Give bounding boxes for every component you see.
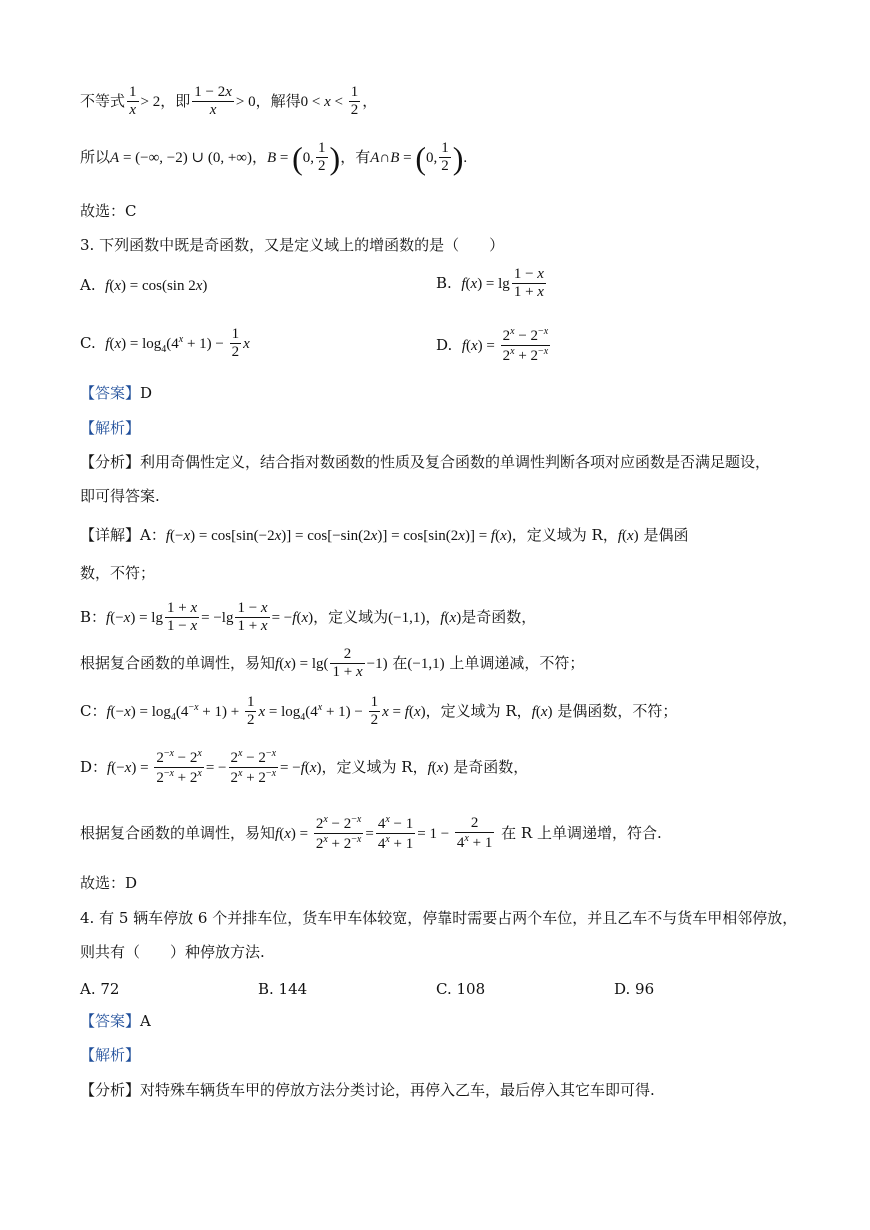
q4-option-a: A. 72 bbox=[80, 980, 120, 998]
fenxi-q3-cont: 即可得答案. bbox=[80, 487, 160, 505]
fenxi-q3: 【分析】利用奇偶性定义，结合指对数函数的性质及复合函数的单调性判断各项对应函数是否满足题设， bbox=[80, 453, 771, 471]
analysis-heading-q3: 【解析】 bbox=[80, 419, 141, 437]
question-4: 4. 有 5 辆车停放 6 个并排车位，货车甲车体较宽，停靠时需要占两个车位，并且乙车不与货车甲相邻停放， bbox=[80, 909, 798, 927]
q3-option-d: D. f(x) = $\frac{2^x - 2^{-x}}{2^x + 2^{-x}}$ bbox=[436, 326, 549, 365]
answer-q4: 【答案】A bbox=[80, 1012, 151, 1030]
q3-option-b: B. f(x) = lg $\frac{1 - x}{1 + x}$ bbox=[436, 266, 544, 301]
q3-option-c: C. $f(x) = \log_4(4^x + 1)$ − $\frac{1}{2}$ x bbox=[80, 326, 250, 361]
q4-option-d: D. 96 bbox=[614, 980, 655, 998]
choose-line-q2: 故选：C bbox=[80, 202, 137, 220]
q3-option-a: A. f(x) = cos(sin 2x) bbox=[80, 276, 208, 294]
inequality-line: 不等式 $\frac{1}{x}$ > 2，即 $\frac{1 - 2x}{x}$ > 0，解得0 < x < $\frac{1}{2}$ ， bbox=[80, 84, 378, 119]
answer-q3: 【答案】D bbox=[80, 384, 153, 402]
analysis-heading-q4: 【解析】 bbox=[80, 1046, 141, 1064]
detail-b-monotonic: 根据复合函数的单调性，易知f(x) = lg( $\frac{2}{1 + x}$ −1) 在(−1,1) 上单调递减，不符； bbox=[80, 646, 585, 681]
detail-d: D：f(−x) = $\frac{2^{-x} - 2^x}{2^{-x} + 2^x}$ = − $\frac{2^x - 2^{-x}}{2^x + 2^{-x}}$ = −f(x)，定义域为 R，f(x) 是奇函数， bbox=[80, 748, 529, 787]
detail-a: 【详解】A：f(−x) = cos[sin(−2x)] = cos[−sin(2x)] = cos[sin(2x)] = f(x)，定义域为 R，f(x) 是偶函 bbox=[80, 526, 689, 544]
q4-option-b: B. 144 bbox=[258, 980, 308, 998]
detail-c: C：$f(-x) = \log_4(4^{-x} + 1)$ + $\frac{1}{2}$ $x = \log_4(4^x + 1)$ − $\frac{1}{2}$ x = f(x)，定义域为 R，f(x) 是偶函数，不符； bbox=[80, 694, 678, 729]
detail-b: B：f(−x) = lg $\frac{1 + x}{1 - x}$ = −lg $\frac{1 - x}{1 + x}$ = −f(x)，定义域为(−1,1)，f(x)是奇函数， bbox=[80, 600, 537, 635]
detail-a-cont: 数，不符； bbox=[80, 564, 156, 582]
fraction-1-over-x: $\frac{1}{x}$ bbox=[129, 84, 137, 119]
detail-d-monotonic: 根据复合函数的单调性，易知f(x) = $\frac{2^x - 2^{-x}}{2^x + 2^{-x}}$ = $\frac{4^x - 1}{4^x + 1}$ = 1 − $\frac{2}{4^x + 1}$ 在 R 上单调递增，符合. bbox=[80, 814, 662, 853]
q4-option-c: C. 108 bbox=[436, 980, 486, 998]
choose-line-q3: 故选：D bbox=[80, 874, 138, 892]
fraction-1-2x-over-x: $\frac{1 - 2x}{x}$ bbox=[194, 84, 232, 119]
set-result-line: 所以A = (−∞, −2) ∪ (0, +∞)，B = (0, $\frac{1}{2}$ )，有A∩B = (0, $\frac{1}{2}$ ). bbox=[80, 139, 468, 176]
question-4-cont: 则共有（ ）种停放方法. bbox=[80, 943, 265, 961]
fenxi-q4: 【分析】对特殊车辆货车甲的停放方法分类讨论，再停入乙车，最后停入其它车即可得. bbox=[80, 1081, 655, 1099]
question-3: 3. 下列函数中既是奇函数，又是定义域上的增函数的是（ ） bbox=[80, 236, 505, 254]
